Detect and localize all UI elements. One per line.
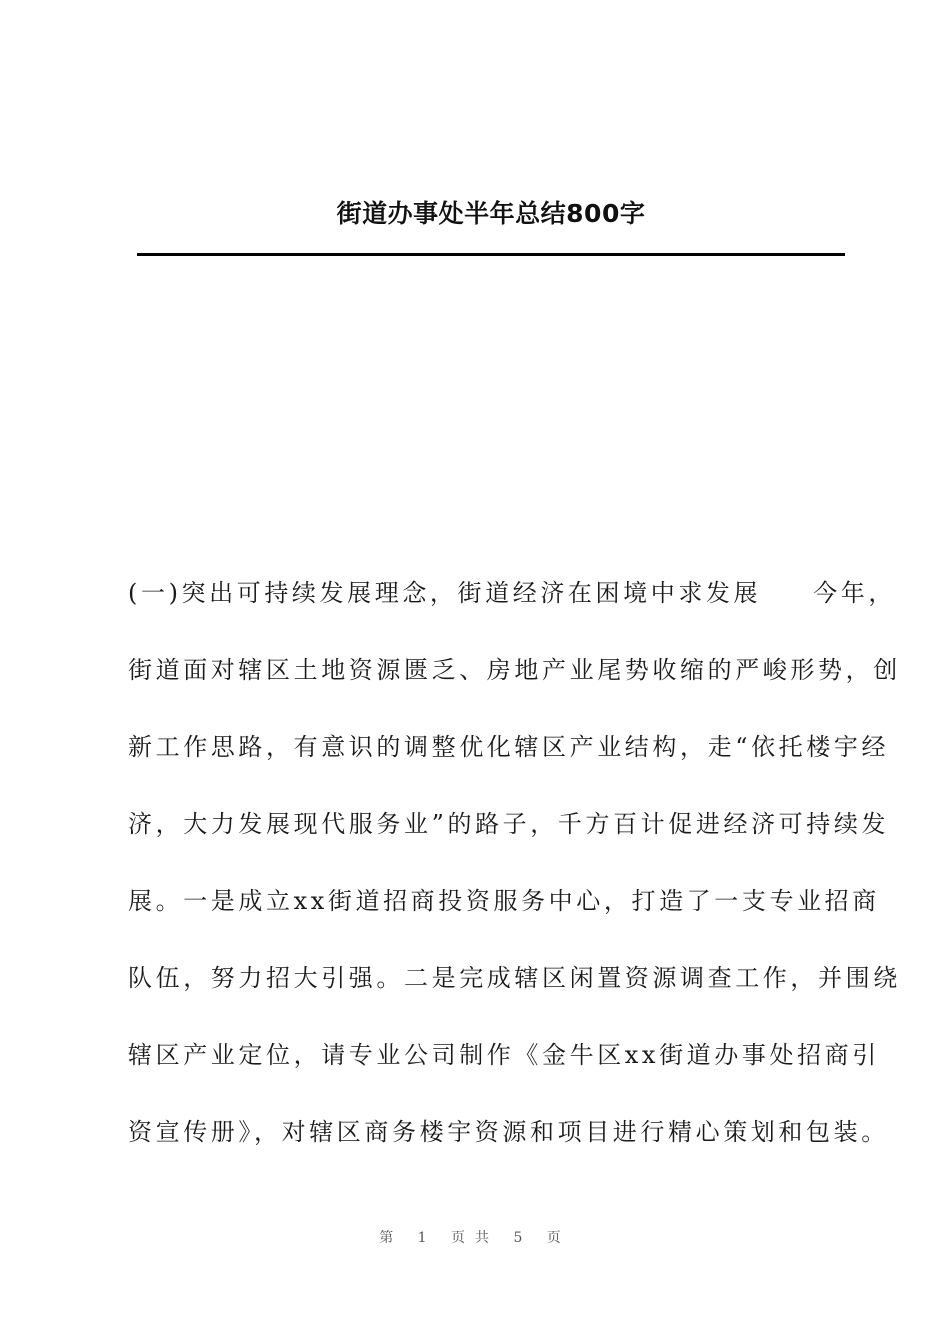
title-underline xyxy=(137,253,845,256)
body-line-8: 资宣传册》，对辖区商务楼宇资源和项目进行精心策划和包装。 xyxy=(128,1118,889,1146)
body-line-1 xyxy=(128,569,896,646)
body-line-2: 街道面对辖区土地资源匮乏、房地产业尾势收缩的严峻形势，创 xyxy=(128,656,901,684)
body-line-6: 队伍，努力招大引强。二是完成辖区闲置资源调查工作，并围绕 xyxy=(128,964,901,992)
body-line-3: 新工作思路，有意识的调整优化辖区产业结构，走“依托楼宇经 xyxy=(128,733,890,761)
document-body xyxy=(128,569,901,1185)
body-line-5: 展。一是成立xx街道招商投资服务中心，打造了一支专业招商 xyxy=(128,887,880,915)
document-title: 街道办事处半年总结800字 xyxy=(336,199,646,228)
body-line-7: 辖区产业定位，请专业公司制作《金牛区xx街道办事处招商引 xyxy=(128,1041,880,1069)
body-line-4: 济，大力发展现代服务业”的路子，千方百计促进经济可持续发 xyxy=(128,810,890,838)
body-line-1-continuation: 今年， xyxy=(813,579,896,607)
section-heading: (一)突出可持续发展理念，街道经济在困境中求发展 xyxy=(128,579,762,607)
page-number-footer: 第 1 页共 5 页 xyxy=(379,1230,571,1246)
